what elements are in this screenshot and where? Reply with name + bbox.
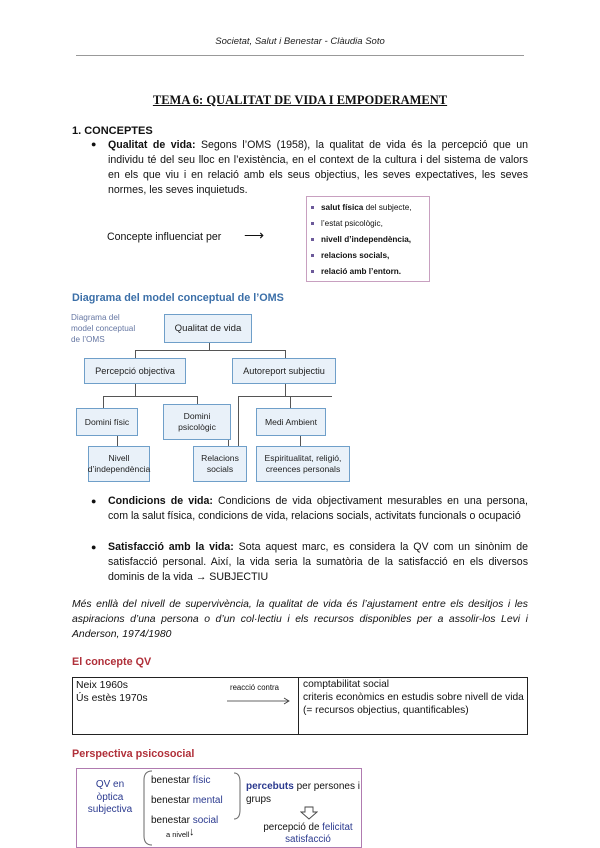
- psico-benestar-list: [151, 771, 223, 831]
- quote-paragraph: Més enllà del nivell de supervivència, la qualitat de vida és l’ajustament entre els desitjos i les aspiracions d’una persona o d’un col·lectiu i els recursos disponibles per a assolir-los Levi i Anderson, 1974/1980: [72, 599, 528, 640]
- bullet-icon: ●: [91, 139, 97, 149]
- qv-heading: El concepte QV: [72, 656, 152, 668]
- factor-item: relació amb l’entorn.: [311, 264, 425, 280]
- benestar-fisic: benestar físic: [151, 775, 211, 786]
- diagram-caption: Diagrama del model conceptual de l’OMS: [71, 313, 136, 344]
- qv-reaction-label: reacció contra: [230, 683, 279, 692]
- condicions-paragraph: Condicions de vida: Condicions de vida objectivament mesurables en una persona, com la salut física, condicions de vida, relacions socials, activitats funcionals o ocupació: [108, 495, 529, 522]
- connector-line: [103, 396, 104, 408]
- connector-line: [103, 396, 198, 397]
- diagram-node-relacions: Relacions socials: [193, 446, 247, 482]
- diagram-node-fisic: Domini físic: [76, 408, 138, 436]
- factor-item: l’estat psicològic,: [311, 216, 425, 232]
- psico-percepcio: percepció de felicitat satisfacció: [263, 822, 353, 845]
- connector-line: [135, 383, 136, 396]
- right-bracket-icon: [232, 770, 244, 822]
- factor-item: relacions socials,: [311, 248, 425, 264]
- diagram-node-objective: Percepció objectiva: [84, 358, 186, 384]
- arrow-down-icon: [300, 806, 318, 820]
- qualitat-paragraph: [108, 138, 528, 198]
- document-title: TEMA 6: QUALITAT DE VIDA I EMPODERAMENT: [152, 93, 448, 107]
- qualitat-term: Qualitat de vida:: [108, 139, 196, 151]
- condicions-term: Condicions de vida:: [108, 495, 213, 507]
- square-bullet-icon: [311, 270, 314, 273]
- page-header: Societat, Salut i Benestar - Clàudia Soto: [215, 36, 385, 47]
- influence-label: Concepte influenciat per: [107, 231, 222, 243]
- diagram-heading: Diagrama del model conceptual de l’OMS: [72, 292, 284, 304]
- arrow-right-icon: ⟶: [244, 227, 265, 243]
- diagram-node-nivell: Nivell d’independència: [88, 446, 150, 482]
- section-heading: 1. CONCEPTES: [72, 125, 153, 137]
- satisfaccio-paragraph: Satisfacció amb la vida: Sota aquest marc, es considera la QV com un sinònim de satisfacció personal. Així, la vida seria la sumatòria de la satisfacció en els diversos dominis de la vida → SUBJECTIU: [108, 541, 528, 583]
- connector-line: [285, 383, 286, 396]
- square-bullet-icon: [311, 254, 314, 257]
- qualitat-text: Segons l’OMS (1958), la qualitat de vida és la percepció que un individu té del seu lloc en l’existència, en el context de la cultura i del sistema de valors en els que viu i en relació amb els seus objectius, les seves expectatives, les seves normes, les seves inquietuds.: [108, 139, 528, 196]
- connector-line: [238, 396, 239, 446]
- diagram-node-medi: Medi Ambient: [256, 408, 326, 436]
- qv-table-divider: [298, 677, 299, 735]
- factor-list: [306, 196, 430, 282]
- arrow-right-icon: [226, 696, 292, 706]
- qv-right-text: comptabilitat social criteris econòmics en estudis sobre nivell de vida (= recursos objectius, quantificables): [303, 679, 524, 716]
- connector-line: [209, 343, 210, 350]
- connector-line: [238, 396, 332, 397]
- arrow-down-icon: ↓: [189, 826, 195, 838]
- bullet-icon: ●: [91, 542, 97, 552]
- benestar-mental: benestar mental: [151, 795, 223, 806]
- bullet-icon: ●: [91, 496, 97, 506]
- connector-line: [135, 350, 286, 351]
- diagram-node-espiritualitat: Espiritualitat, religió, creences personals: [256, 446, 350, 482]
- psico-percebuts: percebuts per persones i grups: [246, 781, 360, 805]
- connector-line: [300, 436, 301, 446]
- satisfaccio-term: Satisfacció amb la vida:: [108, 541, 234, 553]
- factor-item: nivell d’independència,: [311, 232, 425, 248]
- square-bullet-icon: [311, 238, 314, 241]
- square-bullet-icon: [311, 222, 314, 225]
- header-rule: [76, 55, 524, 56]
- psico-qv-label: QV en òptica subjectiva: [87, 779, 133, 815]
- qv-dates: Neix 1960s Ús estès 1970s: [76, 680, 148, 704]
- psico-heading: Perspectiva psicosocial: [72, 748, 195, 760]
- diagram-node-root: Qualitat de vida: [164, 314, 252, 343]
- factor-item: salut física del subjecte,: [311, 200, 425, 216]
- psico-nivell-label: a nivell: [166, 830, 190, 839]
- benestar-social: benestar social: [151, 815, 219, 826]
- diagram-node-subjective: Autoreport subjectiu: [232, 358, 336, 384]
- diagram-node-psico: Domini psicològic: [163, 404, 231, 440]
- square-bullet-icon: [311, 206, 314, 209]
